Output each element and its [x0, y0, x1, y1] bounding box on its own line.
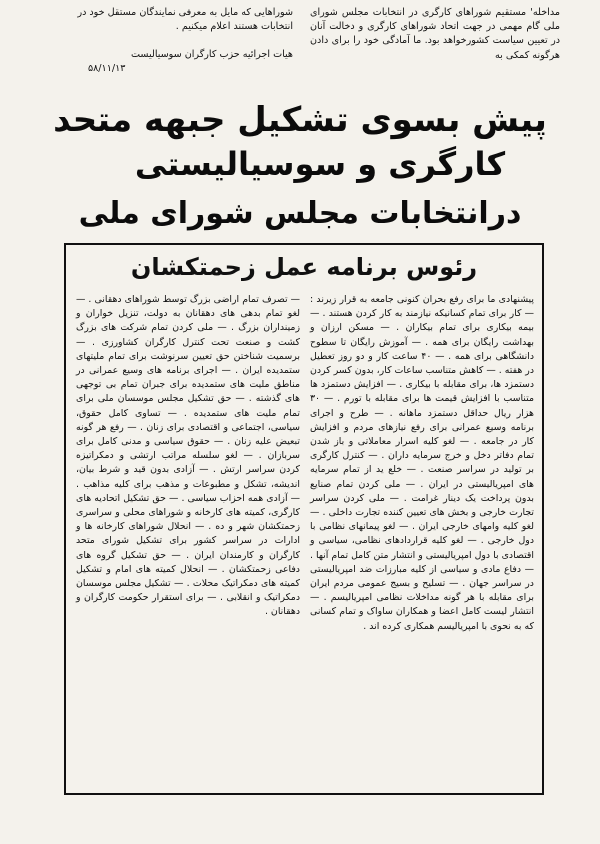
intro-continuation [48, 6, 293, 76]
program-text-right: پیشنهادی ما برای رفع بحران کنونی جامعه به قرار زیرند : — کار برای تمام کسانیکه نیازمند به کار کردن هستند . — بیمه بیکاری برای تمام بیکاران . — مسکن ارزان و بهداشت رایگان برای همه . — آموزش رایگان تا سطوح دانشگاهی برای همه . — ۴۰ ساعت کار و دو روز تعطیل در هفته . — کاهش متناسب ساعات کار، بدون کسر کردن دستمزد ها، برای مقابله با بیکاری . — افزایش دستمزد ها متناسب با افزایش قیمت ها برای مقابله با تورم . — ۳۰ هزار ریال حداقل دستمزد ماهانه . — طرح و اجرای برنامه وسیع عمرانی برای رفع نیازهای مردم و افزایش کار در جامعه . — لغو کلیه اسرار معاملاتی و باز شدن تمام دفاتر دخل و خرج سرمایه داران . — کنترل کارگری بر تولید در سراسر صنعت . — خلع ید از تمام سرمایه های امپریالیستی در ایران . — ملی کردن تمام صنایع بدون پرداخت یک دینار غرامت . — ملی کردن سراسر تجارت خارجی و بخش های تعیین کننده تجارت داخلی . — لغو کلیه وامهای خارجی ایران . — لغو پیمانهای نظامی با دول خارجی . — لغو کلیه قراردادهای نظامی، سیاسی و اقتصادی با دول امپریالیستی و انتشار متن کامل تمام آنها . — دفاع مادی و سیاسی از کلیه مبارزات ضد امپریالیستی در سراسر جهان . — تسلیح و بسیج عمومی مردم ایران برای مقابله با هر گونه مداخلات نظامی امپریالیسم . — انتشار لیست کامل اعضا و همکاران ساواک و تمام کسانی که به نحوی با امپریالیسم همکاری کرده اند . [310, 294, 534, 632]
program-column-right [310, 293, 534, 634]
headline-line-1: پیش بسوی تشکیل جبهه متحد [53, 100, 547, 140]
date: ۵۸/۱۱/۱۳ [88, 63, 126, 75]
signature-block [48, 48, 293, 76]
intro-paragraph: مداخله' مستقیم شوراهای کارگری در انتخابات مجلس شورای ملی گام مهمی در جهت اتحاد شوراهای کارگری و دخالت آنان در تعیین سیاست کشورخواهد بود. ما آمادگی خود را برای دادن هرگونه کمکی به [310, 7, 560, 61]
headline-line-3: درانتخابات مجلس شورای ملی [78, 196, 522, 231]
program-box [64, 243, 544, 795]
signature: هیات اجرائیه حزب کارگران سوسیالیست [131, 49, 293, 61]
program-text-left: — تصرف تمام اراضی بزرگ توسط شوراهای دهقانی . — لغو تمام بدهی های دهقانان به دولت، تنزیل خواران و زمینداران بزرگ . — ملی کردن تمام شرکت های بزرگ کشت و صنعت تحت کنترل کارگران کشاورزی . — برسمیت شناختن حق تعیین سرنوشت برای تمام ملیتهای ستمدیده ایران . — اجرای برنامه های وسیع عمرانی در مناطق ملیت های ستمدیده برای جبران تمام بی توجهی های گذشته . — حق تشکیل مجلس موسسان ملی برای تمام ملیت های ستمدیده . — تساوی کامل حقوق، سیاسی، اجتماعی و اقتصادی برای زنان . — رفع هر گونه تبعیض علیه زنان . — حقوق سیاسی و مدنی کامل برای سربازان . — لغو سلسله مراتب ارتشی و دمکراتیزه کردن سراسر ارتش . — آزادی بدون قید و شرط بیان، اندیشه، تشکل و مطبوعات و مذهب برای کلیه مذاهب . — آزادی همه احزاب سیاسی . — حق تشکیل اتحادیه های کارگری، کمیته های کارخانه و شوراهای محلی و سراسری زحمتکشان شهر و ده . — انحلال شوراهای کارخانه ها و ادارات در سراسر کشور برای تشکیل شورای متحد کارگران و کارمندان ایران . — حق تشکیل گروه های دفاعی زحمتکشان . — انحلال کمیته های امام و تشکیل کمیته های دمکراتیک محلات . — تشکیل مجلس موسسان دمکراتیک و انقلابی . — برای استقرار حکومت کارگران و دهقانان . [76, 294, 300, 618]
intro-continuation-text: شوراهایی که مایل به معرفی نمایندگان مستقل خود در انتخابات هستند اعلام میکنیم . [77, 7, 293, 33]
program-title: رئوس برنامه عمل زحمتکشان [130, 253, 478, 281]
program-column-left [76, 293, 300, 620]
headline-line-2: کارگری و سوسیالیستی [134, 145, 506, 183]
